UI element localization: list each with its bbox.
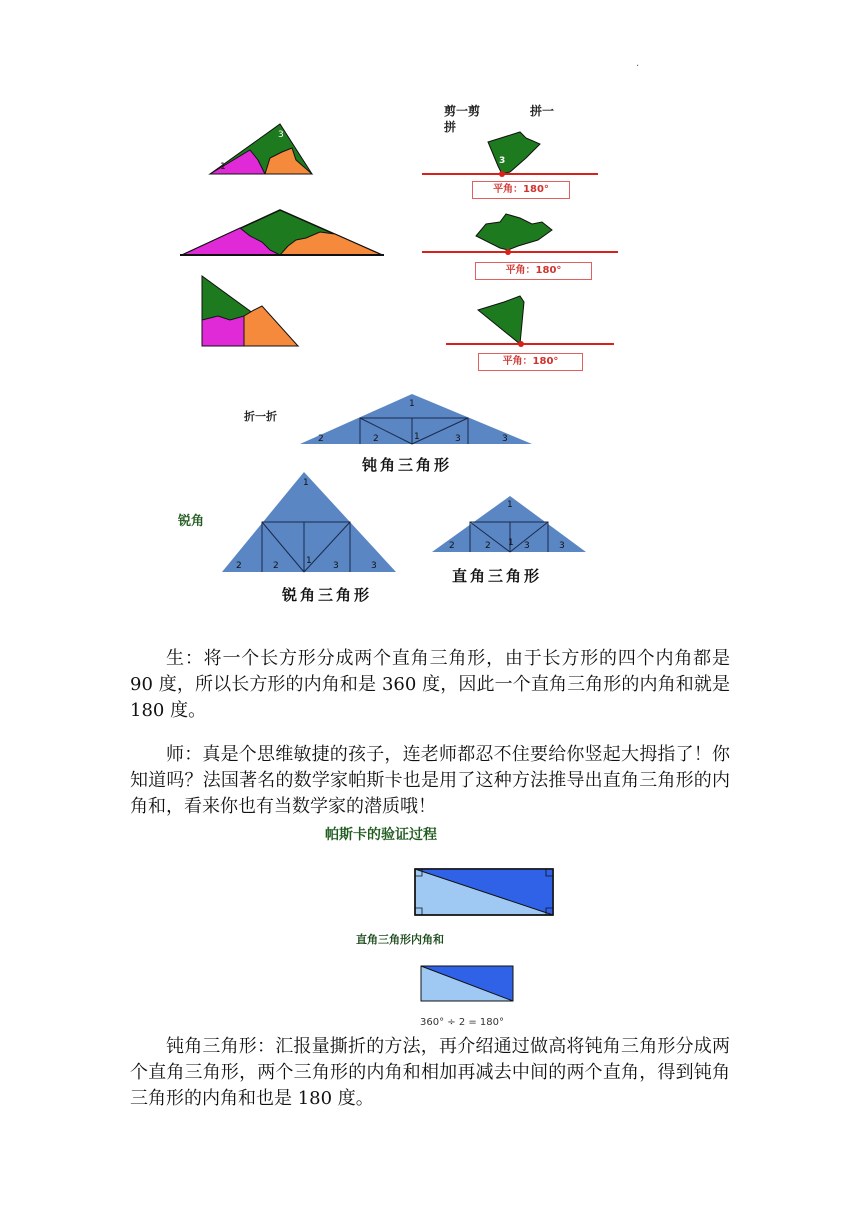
acute-side-label: 锐角 — [178, 514, 205, 529]
pascal-rectangle — [414, 868, 556, 918]
right-num-3a: 3 — [524, 541, 530, 551]
acute-num-2b: 2 — [273, 561, 279, 571]
torn-triangle-3 — [202, 276, 298, 346]
right-num-1: 1 — [507, 500, 513, 510]
obtuse-caption: 钝角三角形 — [362, 456, 453, 474]
right-num-1b: 1 — [508, 538, 514, 548]
right-caption: 直角三角形 — [452, 567, 543, 585]
tear-row-3 — [446, 296, 614, 347]
right-num-3b: 3 — [559, 541, 565, 551]
obtuse-num-3a: 3 — [455, 434, 461, 444]
fold-label: 折一折 — [244, 410, 277, 423]
cut-label: 剪一剪 — [444, 104, 481, 118]
acute-caption: 锐角三角形 — [282, 586, 373, 604]
right-num-2a: 2 — [449, 541, 455, 551]
acute-num-2a: 2 — [236, 561, 242, 571]
obtuse-num-2b: 2 — [373, 434, 379, 444]
acute-num-1: 1 — [303, 478, 309, 488]
join-label-cont: 拼 — [444, 120, 457, 134]
pascal-title: 帕斯卡的验证过程 — [325, 827, 437, 843]
straight-angle-figure — [420, 126, 630, 376]
acute-num-3a: 3 — [333, 561, 339, 571]
triangle-number-1: 1 — [220, 162, 226, 172]
obtuse-num-2a: 2 — [318, 434, 324, 444]
straight-angle-label-2: 平角：180° — [475, 262, 592, 280]
pascal-formula: 360° ÷ 2 = 180° — [420, 1017, 505, 1028]
tear-row-number: 3 — [499, 156, 506, 166]
straight-angle-label-1: 平角：180° — [472, 181, 570, 199]
join-label: 拼一 — [530, 104, 555, 118]
tear-row-2 — [422, 214, 618, 255]
straight-angle-label-3: 平角：180° — [478, 353, 583, 371]
paragraph-obtuse: 钝角三角形：汇报量撕折的方法，再介绍通过做高将钝角三角形分成两个直角三角形，两个三角形的内角和相加再减去中间的两个直角，得到钝角三角形的内角和也是 180 度。 — [130, 1036, 730, 1109]
pascal-triangle-pair — [420, 965, 514, 1003]
triangle-number-3: 3 — [278, 130, 284, 140]
paragraph-student: 生：将一个长方形分成两个直角三角形，由于长方形的四个内角都是 90 度，所以长方形的内角和是 360 度，因此一个直角三角形的内角和就是 180 度。 — [130, 648, 730, 721]
tear-row-1 — [422, 132, 598, 177]
acute-num-3b: 3 — [371, 561, 377, 571]
header-mark: . — [636, 58, 640, 69]
obtuse-num-1b: 1 — [414, 432, 420, 442]
paragraph-teacher: 师：真是个思维敏捷的孩子，连老师都忍不住要给你竖起大拇指了！你知道吗？法国著名的数学家帕斯卡也是用了这种方法推导出直角三角形的内角和，看来你也有当数学家的潜质哦！ — [130, 744, 730, 817]
pascal-subtitle: 直角三角形内角和 — [356, 933, 444, 946]
torn-triangles-figure — [170, 110, 420, 360]
torn-triangle-2 — [180, 210, 384, 255]
obtuse-num-3b: 3 — [502, 434, 508, 444]
obtuse-num-1: 1 — [409, 399, 415, 409]
acute-num-1b: 1 — [306, 556, 312, 566]
right-num-2b: 2 — [485, 541, 491, 551]
